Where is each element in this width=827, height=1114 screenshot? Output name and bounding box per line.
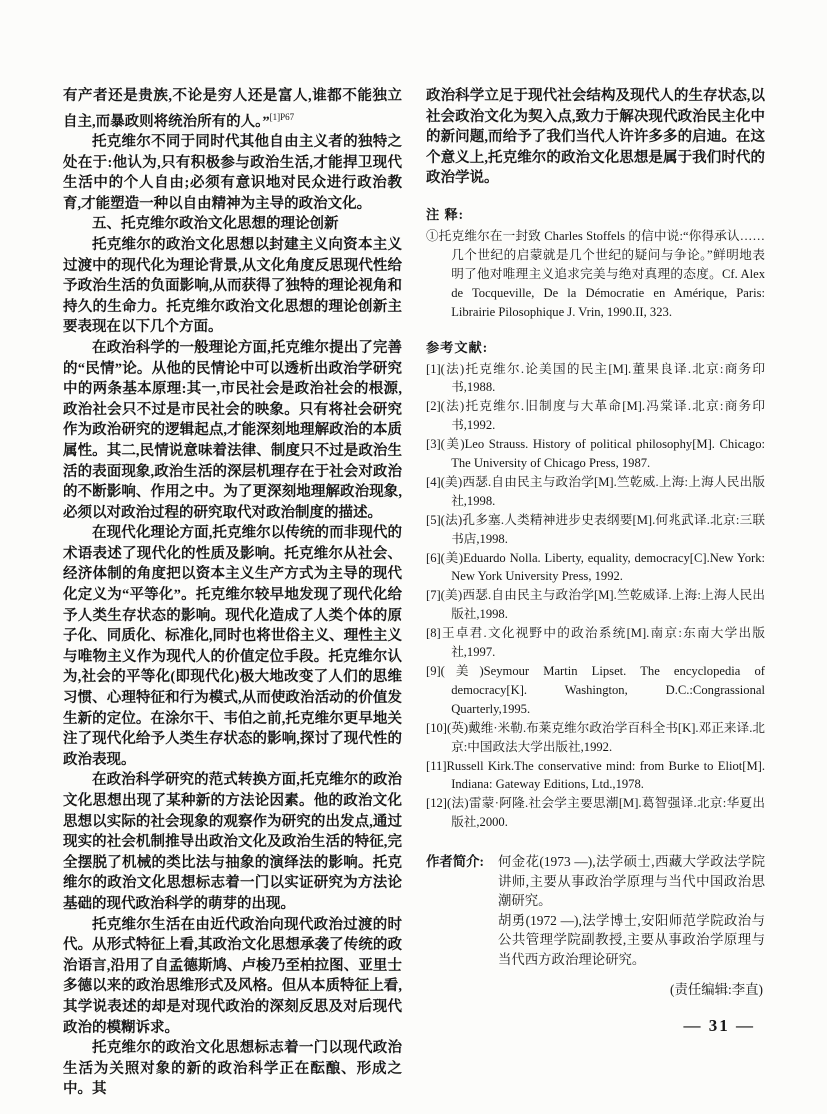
reference-item: [7](美)西瑟.自由民主与政治学[M].竺乾威译.上海:上海人民出版社,1998. [426, 588, 765, 622]
reference-item: [9](美)Seymour Martin Lipset. The encyclopedia of democracy[K]. Washington, D.C.:Congrassional Quarterly,1995. [426, 664, 765, 716]
reference-item: [10](英)戴维·米勒.布莱克维尔政治学百科全书[K].邓正来译.北京:中国政法大学出版社,1992. [426, 720, 765, 754]
paper-page [63, 86, 765, 1100]
editor-line: (责任编辑:李直) [670, 982, 763, 998]
author-bio [426, 852, 765, 969]
reference-item: [8]王卓君.文化视野中的政治系统[M].南京:东南大学出版社,1997. [426, 626, 765, 660]
section-heading: 五、托克维尔政治文化思想的理论创新 [92, 216, 339, 233]
paragraph: 托克维尔的政治文化思想标志着一门以现代政治生活为关照对象的新的政治科学正在酝酿、形成之中。其 [63, 1040, 402, 1098]
reference-item: [2](法)托克维尔.旧制度与大革命[M].冯棠译.北京:商务印书,1992. [426, 399, 765, 433]
note-item: ①托克维尔在一封致 Charles Stoffels 的信中说:“你得承认……几个世纪的启蒙就是几个世纪的疑问与争论。”鲜明地表明了他对唯理主义追求完美与绝对真理的态度。Cf. Alex de Tocqueville, De la Démocratie en Amérique, Paris: Librairie Pilosophique J. Vrin, 1990.II, 323. [426, 228, 765, 319]
notes-heading: 注 释: [426, 206, 465, 222]
paragraph [63, 86, 402, 132]
left-column [63, 86, 402, 1100]
page-number: — 31 — [683, 1016, 755, 1036]
author-bio-label: 作者简介: [426, 854, 485, 870]
references-heading: 参考文献: [426, 339, 489, 355]
reference-item: [6](美)Eduardo Nolla. Liberty, equality, democracy[C].New York: New York University Press, 1992. [426, 550, 765, 584]
author-bio-entry: 何金花(1973 —),法学硕士,西藏大学政法学院讲师,主要从事政治学原理与当代中国政治思潮研究。 [498, 854, 765, 909]
closing-paragraph: 政治科学立足于现代社会结构及现代人的生存状态,以社会政治文化为契入点,致力于解决现代政治民主化中的新问题,而给予了我们当代人许许多多的启迪。在这个意义上,托克维尔的政治文化思想是属于我们时代的政治学说。 [426, 88, 765, 187]
paragraph: 托克维尔生活在由近代政治向现代政治过渡的时代。从形式特征上看,其政治文化思想承袭了传统的政治语言,沿用了自孟德斯鸠、卢梭乃至柏拉图、亚里士多德以来的政治思维形式及风格。但从本质特征上看,其学说表述的却是对现代政治的深刻反思及对后现代政治的模糊诉求。 [63, 916, 402, 1036]
author-bio-entry: 胡勇(1972 —),法学博士,安阳师范学院政治与公共管理学院副教授,主要从事政治学原理与当代西方政治理论研究。 [498, 912, 765, 967]
right-column [426, 86, 765, 1100]
paragraph-text: 有产者还是贵族,不论是穷人还是富人,谁都不能独立自主,而暴政则将统治所有的人。” [63, 88, 402, 130]
reference-item: [3](美)Leo Strauss. History of political philosophy[M]. Chicago: The University of Chicago Press, 1987. [426, 437, 765, 471]
paragraph: 在政治科学的一般理论方面,托克维尔提出了完善的“民情”论。从他的民情论中可以透析出政治学研究中的两条基本原理:其一,市民社会是政治社会的根源,政治社会只不过是市民社会的映象。只有将社会研究作为政治研究的逻辑起点,才能深刻地理解政治的本质属性。其二,民情说意味着法律、制度只不过是政治生活的表面现象,政治生活的深层机理存在于社会对政治的不断影响、作用之中。为了更深刻地理解政治现象,必须以对政治过程的研究取代对政治制度的描述。 [63, 339, 402, 521]
reference-item: [5](法)孔多塞.人类精神进步史表纲要[M].何兆武译.北京:三联书店,1998. [426, 512, 765, 546]
paragraph: 托克维尔的政治文化思想以封建主义向资本主义过渡中的现代化为理论背景,从文化角度反思现代性给予政治生活的负面影响,从而获得了独特的理论视角和持久的生命力。托克维尔政治文化思想的理论创新主要表现在以下几个方面。 [63, 236, 402, 336]
reference-item: [4](美)西瑟.自由民主与政治学[M].竺乾威.上海:上海人民出版社,1998. [426, 474, 765, 508]
reference-item: [12](法)雷蒙·阿隆.社会学主要思潮[M].葛智强译.北京:华夏出版社,2000. [426, 796, 765, 830]
paragraph: 在现代化理论方面,托克维尔以传统的而非现代的术语表述了现代化的性质及影响。托克维尔从社会、经济体制的角度把以资本主义生产方式为主导的现代化定义为“平等化”。托克维尔较早地发现了现代化给予人类生存状态的影响。现代化造成了人类个体的原子化、同质化、标准化,同时也将世俗主义、理性主义与唯物主义作为现代人的价值定位手段。托克维尔认为,社会的平等化(即现代化)极大地改变了人们的思维习惯、心理特征和行为模式,从而使政治活动的价值发生新的定位。在涂尔干、韦伯之前,托克维尔更早地关注了现代化给予人类生存状态的影响,探讨了现代性的政治表现。 [63, 525, 402, 768]
two-column-layout [63, 86, 765, 1100]
reference-item: [1](法)托克维尔.论美国的民主[M].董果良译.北京:商务印书,1988. [426, 361, 765, 395]
reference-item: [11]Russell Kirk.The conservative mind: from Burke to Eliot[M]. Indiana: Gateway Editions, Ltd.,1978. [426, 758, 765, 792]
paragraph: 在政治科学研究的范式转换方面,托克维尔的政治文化思想出现了某种新的方法论因素。他的政治文化思想以实际的社会现象的观察作为研究的出发点,通过现实的社会机制推导出政治文化及政治生活的特征,完全摆脱了机械的类比法与抽象的演绎法的影响。托克维尔的政治文化思想标志着一门以实证研究为方法论基础的现代政治科学的萌芽的出现。 [63, 772, 402, 912]
paragraph: 托克维尔不同于同时代其他自由主义者的独特之处在于:他认为,只有积极参与政治生活,才能捍卫现代生活中的个人自由;必须有意识地对民众进行政治教育,才能塑造一种以自由精神为主导的政治文化。 [63, 134, 402, 212]
citation-superscript: [1]P67 [269, 111, 295, 122]
